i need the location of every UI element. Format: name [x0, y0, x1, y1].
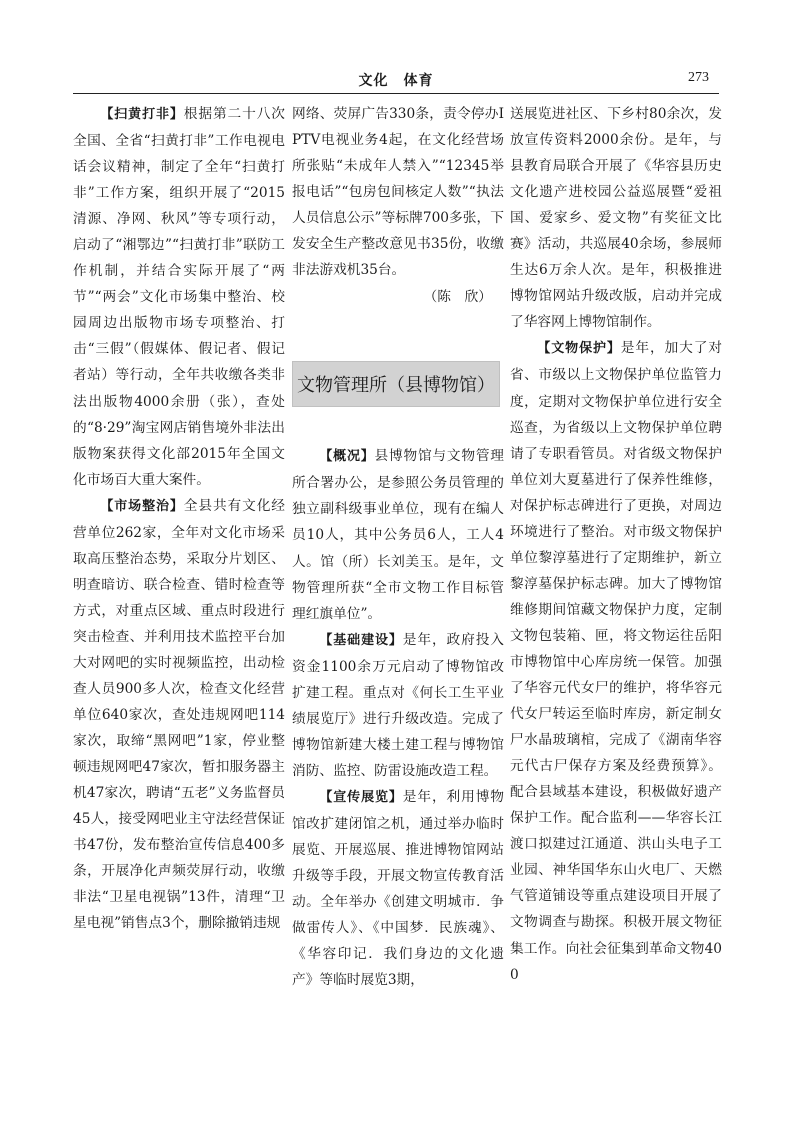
paragraph-text: 是年，利用博物馆改扩建闭馆之机，通过举办临时展览、开展巡展、推进博物馆网站升级等手段，开展文物宣传教育活动。全年举办《创建文明城市．争做雷传人》、《中国梦．民族魂》、《华容印记．我们身边的文化遗产》等临时展览3期，	[292, 788, 504, 989]
section-header-title: 文化 体育	[358, 73, 434, 89]
paragraph-label: 【概况】	[319, 449, 375, 465]
header-rule	[73, 93, 719, 94]
paragraph-text: 全县共有文化经营单位262家，全年对文化市场采取高压整治态势，采取分片划区、明查暗访、联合检查、错时检查等方式，对重点区域、重点时段进行突击检查、并利用技术监控平台加大对网吧的实时视频监控，出动检查人员900多人次，检查文化经营单位640家次，查处违规网吧114家次，取缔“黑网吧”1家，停业整顿违规网吧47家次，暂扣服务器主机47家次，聘请“五老”义务监督员45人，接受网吧业主守法经营保证书47份，发布整治宣传信息400多条，开展净化声频荧屏行动，收缴非法“卫星电视锅”13件，清理“卫星电视”销售点3个，删除撤销违规	[73, 497, 285, 932]
paragraph-label: 【扫黄打非】	[100, 107, 184, 122]
paragraph-relic-protection	[510, 335, 722, 987]
paragraph-label: 【文物保护】	[537, 341, 621, 357]
paragraph-continued: 送展览进社区、下乡村80余次，发放宣传资料2000余份。是年，与县教育局联合开展了《华容县历史文化遗产进校园公益巡展暨“爱祖国、爱家乡、爱文物”有奖征文比赛》活动，共巡展40余场，参展师生达6万余人次。是年，积极推进博物馆网站升级改版，启动并完成了华容网上博物馆制作。	[510, 106, 722, 331]
section-heading-box	[292, 361, 500, 407]
paragraph-publicity-exhibition	[292, 784, 504, 993]
column-1	[73, 101, 285, 937]
paragraph-label: 【宣传展览】	[319, 789, 403, 805]
section-heading: 文物管理所（县博物馆）	[297, 375, 495, 397]
column-2	[292, 101, 504, 993]
paragraph-label: 【基础建设】	[319, 632, 403, 648]
paragraph-label: 【市场整治】	[100, 498, 184, 514]
page-number: 273	[688, 70, 709, 85]
paragraph-text: 根据第二十八次全国、全省“扫黄打非”工作电视电话会议精神，制定了全年“扫黄打非”工作方案，组织开展了“2015清源、净网、秋风”等专项行动，启动了“湘鄂边”“扫黄打非”联防工作机制，并结合实际开展了“两节”“两会”文化市场集中整治、校园周边出版物市场专项整治、打击“三假”（假媒体、假记者、假记者站）等行动，全年共收缴各类非法出版物4000余册（张），查处的“8·29”淘宝网店销售境外非法出版物案获得文化部2015年全国文化市场百大重大案件。	[73, 106, 285, 488]
author-signature: （陈 欣）	[423, 289, 492, 306]
paragraph-text: 是年，加大了对省、市级以上文物保护单位监管力度，定期对文物保护单位进行安全巡查，为省级以上文物保护单位聘请了专职看管员。对省级文物保护单位刘大夏墓进行了保养性维修，对保护标志碑进行了更换，对周边环境进行了整治。对市级文物保护单位黎淳墓进行了定期维护，新立黎淳墓保护标志碑。加大了博物馆维修期间馆藏文物保护力度，定制文物包装箱、匣，将文物运往岳阳市博物馆中心库房统一保管。加强了华容元代女尸的维护，将华容元代女尸转运至临时库房，新定制女尸水晶玻璃棺，完成了《湖南华容元代古尸保存方案及经费预算》。配合县域基本建设，积极做好遗产保护工作。配合监利——华容长江渡口拟建过江通道、洪山头电子工业园、神华国华东山火电厂、天燃气管道铺设等重点建设项目开展了文物调查与勘探。积极开展文物征集工作。向社会征集到革命文物400	[510, 340, 722, 983]
running-header	[73, 66, 719, 92]
paragraph-market-rectification	[73, 493, 285, 937]
paragraph-overview	[292, 443, 504, 626]
column-3	[510, 101, 722, 988]
paragraph-text: 县博物馆与文物管理所合署办公，是参照公务员管理的独立副科级事业单位，现有在编人员10人，其中公务员6人，工人4人。馆（所）长刘美玉。是年，文物管理所获“全市文物工作目标管理红旗单位”。	[292, 448, 504, 622]
paragraph-text: 是年，政府投入资金1100余万元启动了博物馆改扩建工程。重点对《何长工生平业绩展览厅》进行升级改造。完成了博物馆新建大楼土建工程与博物馆消防、监控、防雷设施改造工程。	[292, 631, 504, 779]
paragraph-anti-pornography	[73, 101, 285, 493]
paragraph-continued: 网络、荧屏广告330条，责令停办IPTV电视业务4起，在文化经营场所张贴“未成年人禁入”“12345举报电话”“包房包间核定人数”“执法人员信息公示”等标牌700多张，下发安全生产整改意见书35份，收缴非法游戏机35台。	[292, 106, 504, 279]
paragraph-infrastructure	[292, 627, 504, 784]
